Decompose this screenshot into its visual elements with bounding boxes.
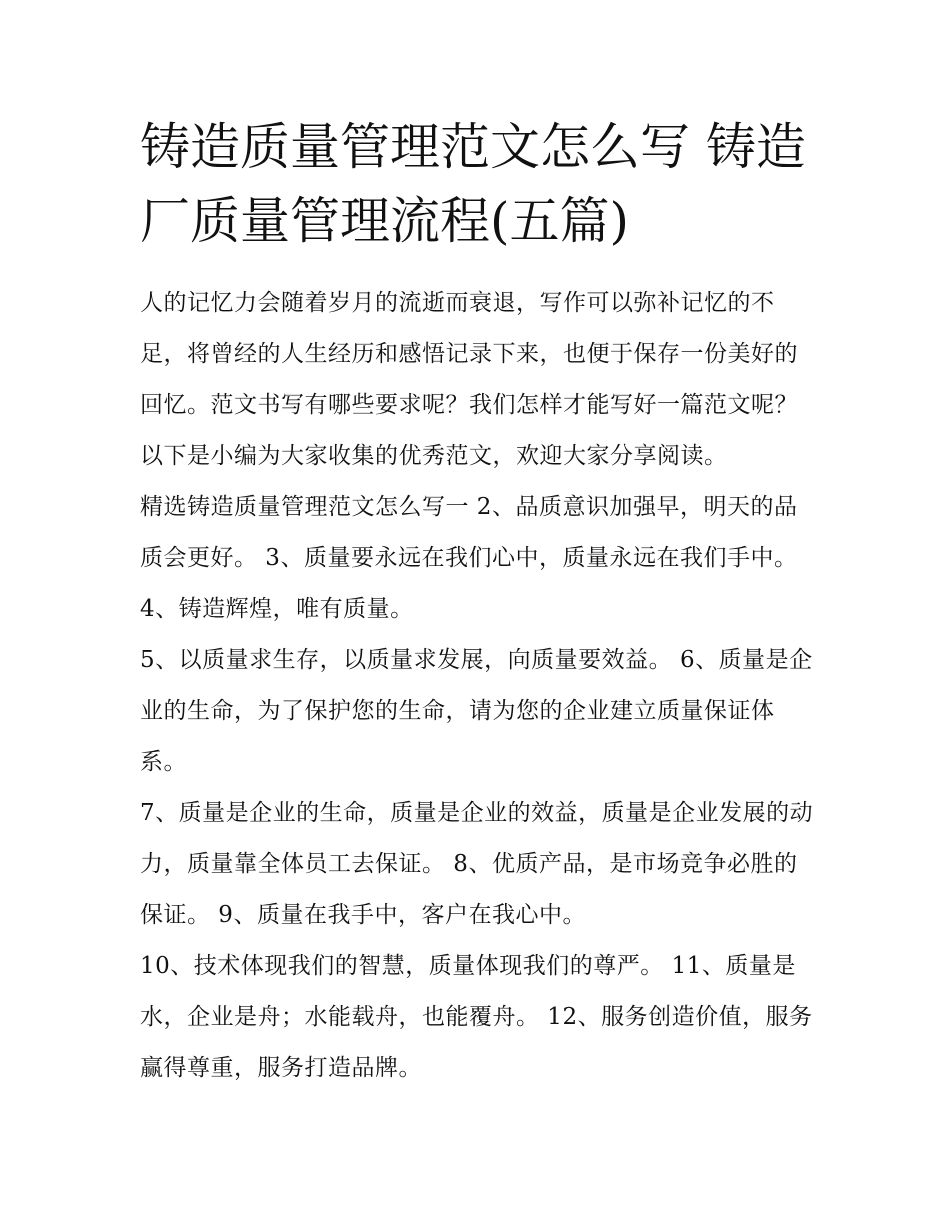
paragraph-item-2: 5、以质量求生存，以质量求发展，向质量要效益。 6、质量是企业的生命，为了保护您的生命，请为您的企业建立质量保证体系。 [140,647,813,775]
document-title: 铸造质量管理范文怎么写 铸造厂质量管理流程(五篇) [140,118,806,250]
document-body [140,278,820,1094]
paragraph-item-1: 精选铸造质量管理范文怎么写一 2、品质意识加强早，明天的品质会更好。 3、质量要永远在我们心中，质量永远在我们手中。 4、铸造辉煌，唯有质量。 [140,494,798,622]
paragraph-intro: 人的记忆力会随着岁月的流逝而衰退，写作可以弥补记忆的不足，将曾经的人生经历和感悟记录下来，也便于保存一份美好的回忆。范文书写有哪些要求呢？我们怎样才能写好一篇范文呢？以下是小编为大家收集的优秀范文，欢迎大家分享阅读。 [140,290,798,469]
paragraph-item-4: 10、技术体现我们的智慧，质量体现我们的尊严。 11、质量是水，企业是舟；水能载舟，也能覆舟。 12、服务创造价值，服务赢得尊重，服务打造品牌。 [140,953,813,1081]
paragraph-item-3: 7、质量是企业的生命，质量是企业的效益，质量是企业发展的动力，质量靠全体员工去保证。 8、优质产品，是市场竞争必胜的保证。 9、质量在我手中，客户在我心中。 [140,800,814,928]
